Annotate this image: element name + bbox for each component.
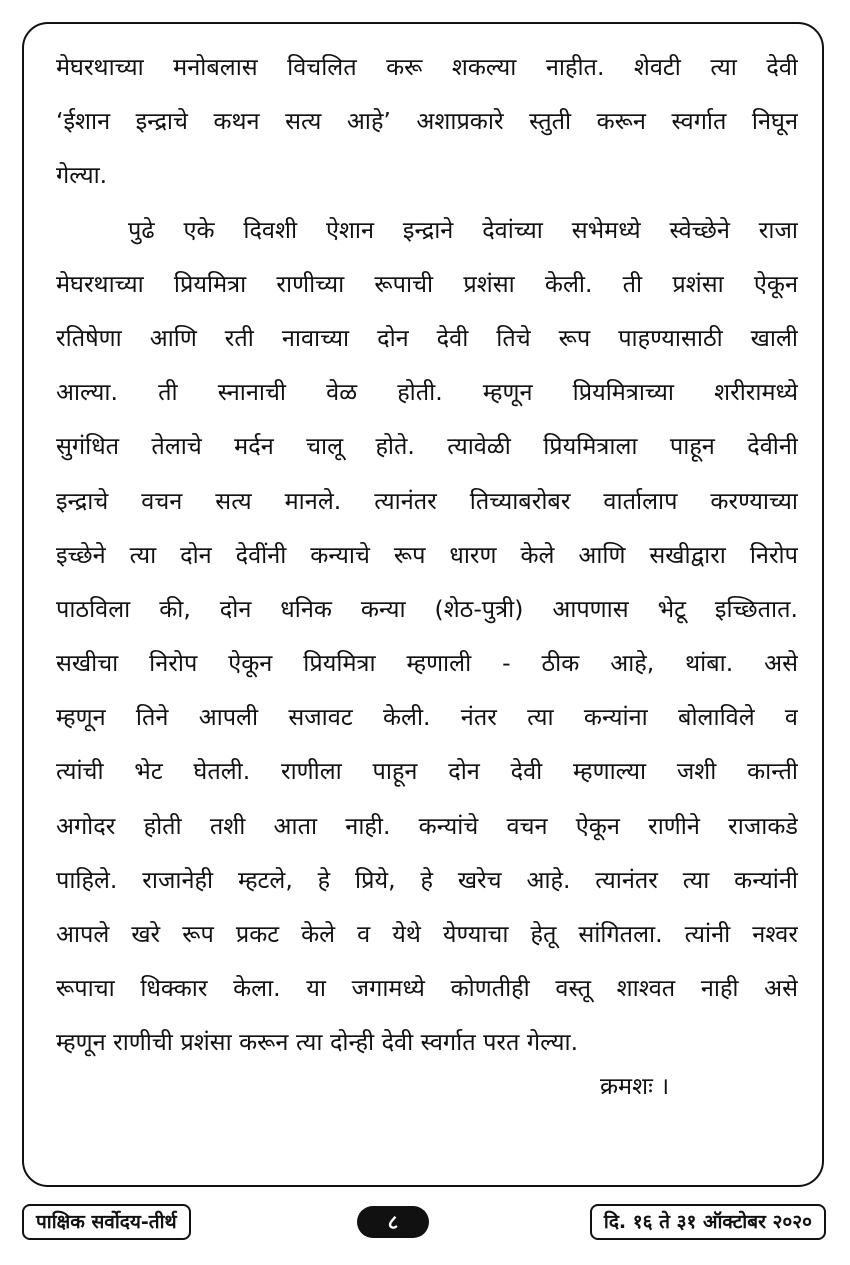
text-line: रूपाचा धिक्कार केला. या जगामध्ये कोणतीही वस्तू शाश्वत नाही असे bbox=[56, 974, 798, 1003]
text-line: ‘ईशान इन्द्राचे कथन सत्य आहे’ अशाप्रकारे स्तुती करून स्वर्गात निघून bbox=[56, 107, 798, 136]
publication-name-box: पाक्षिक सर्वोदय-तीर्थ bbox=[22, 1204, 191, 1240]
text-line: रतिषेणा आणि रती नावाच्या दोन देवी तिचे रूप पाहण्यासाठी खाली bbox=[56, 323, 798, 352]
text-line: सुगंधित तेलाचे मर्दन चालू होते. त्यावेळी प्रियमित्राला पाहून देवीनी bbox=[56, 432, 798, 461]
text-line: पाहिले. राजानेही म्हटले, हे प्रिये, हे खरेच आहे. त्यानंतर त्या कन्यांनी bbox=[56, 865, 798, 894]
article-text bbox=[56, 40, 798, 1070]
text-line: मेघरथाच्या मनोबलास विचलित करू शकल्या नाहीत. शेवटी त्या देवी bbox=[56, 53, 798, 81]
paragraph-start-line: पुढे एके दिवशी ऐशान इन्द्राने देवांच्या सभेमध्ये स्वेच्छेने राजा bbox=[128, 215, 798, 244]
to-be-continued-note: क्रमशः । bbox=[600, 1072, 670, 1100]
text-line: आपले खरे रूप प्रकट केले व येथे येण्याचा हेतू सांगितला. त्यांनी नश्वर bbox=[56, 920, 798, 948]
page-number: ८ bbox=[357, 1206, 429, 1238]
text-line: इन्द्राचे वचन सत्य मानले. त्यानंतर तिच्याबरोबर वार्तालाप करण्याच्या bbox=[56, 486, 798, 515]
text-line: सखीचा निरोप ऐकून प्रियमित्रा म्हणाली - ठीक आहे, थांबा. असे bbox=[56, 649, 798, 678]
text-line: म्हणून राणीची प्रशंसा करून त्या दोन्ही देवी स्वर्गात परत गेल्या. bbox=[56, 1028, 579, 1057]
text-line: अगोदर होती तशी आता नाही. कन्यांचे वचन ऐकून राणीने राजाकडे bbox=[56, 811, 798, 840]
text-line: आल्या. ती स्नानाची वेळ होती. म्हणून प्रियमित्राच्या शरीरामध्ये bbox=[56, 378, 798, 407]
issue-date-box: दि. १६ ते ३१ ऑक्टोबर २०२० bbox=[590, 1204, 826, 1240]
text-line: म्हणून तिने आपली सजावट केली. नंतर त्या कन्यांना बोलाविले व bbox=[56, 703, 798, 732]
text-line: गेल्या. bbox=[56, 161, 108, 190]
text-line: त्यांची भेट घेतली. राणीला पाहून दोन देवी म्हणाल्या जशी कान्ती bbox=[56, 757, 798, 786]
text-line: मेघरथाच्या प्रियमित्रा राणीच्या रूपाची प्रशंसा केली. ती प्रशंसा ऐकून bbox=[56, 269, 798, 298]
text-line: इच्छेने त्या दोन देवींनी कन्याचे रूप धारण केले आणि सखीद्वारा निरोप bbox=[56, 540, 798, 569]
text-line: पाठविला की, दोन धनिक कन्या (शेठ-पुत्री) आपणास भेटू इच्छितात. bbox=[56, 594, 798, 623]
